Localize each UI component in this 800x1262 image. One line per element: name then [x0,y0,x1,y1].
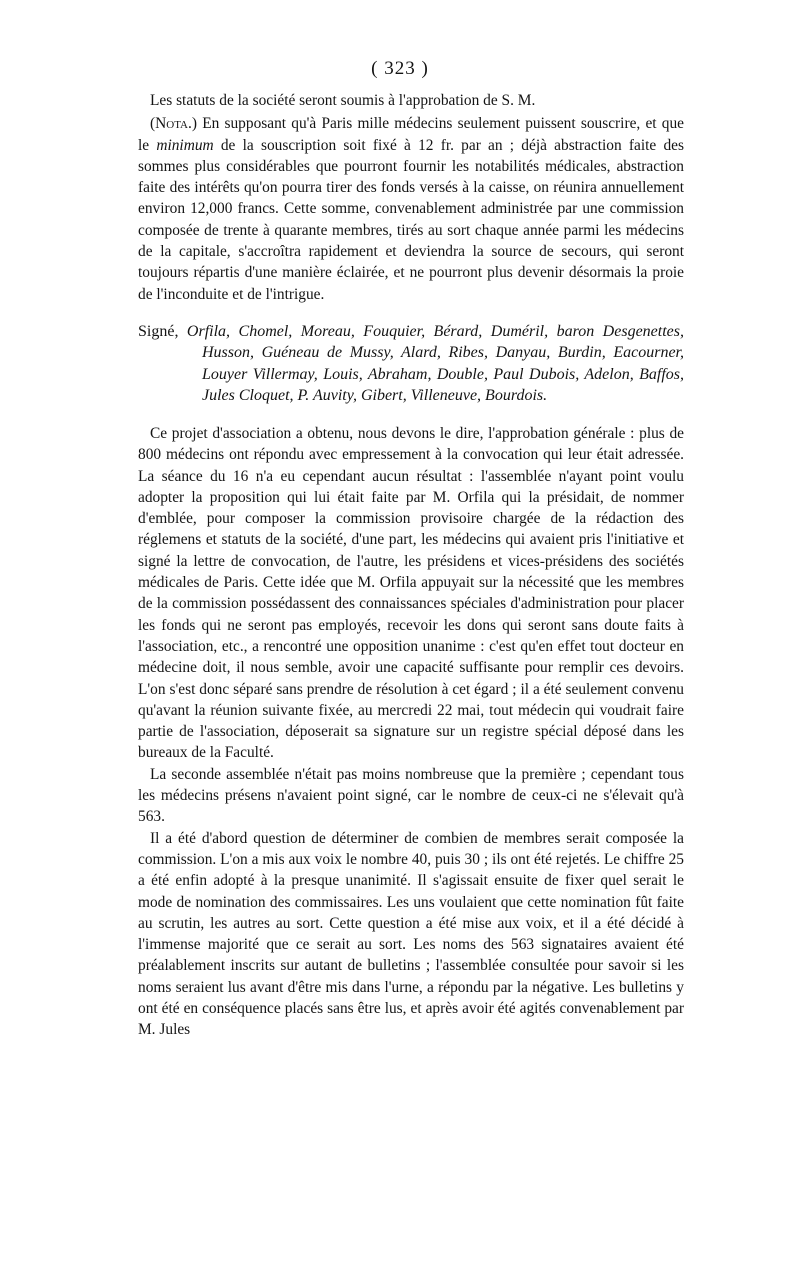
nota-minimum-word: minimum [156,136,214,154]
paragraph-projet: Ce projet d'association a obtenu, nous devons le dire, l'approbation générale : plus de 800 médecins ont répondu avec empressement à la convocation qui leur était adressée. La séance du 16 n'a eu cependant aucun résultat : l'assemblée n'ayant point voulu adopter la proposition qui lui était faite par M. Orfila qui la présidait, de nommer d'emblée, pour composer la commission provisoire chargée de la rédaction des réglemens et statuts de la société, d'une part, les médecins qui avaient pris l'initiative et signé la lettre de convocation, de l'autre, les présidens et vices-présidens des sociétés médicales de Paris. Cette idée que M. Orfila appuyait sur la nécessité que les membres de la commission possédassent des connaissances spéciales d'administration pour placer les fonds qui ne seront pas employés, recevoir les dons qui seront sans doute faits à l'association, etc., a rencontré une opposition unanime : c'est qu'en effet tout docteur en médecine doit, il nous semble, avoir une capacité suffisante pour remplir ces devoirs. L'on s'est donc séparé sans prendre de résolution à cet égard ; il a été seulement convenu qu'avant la réunion suivante fixée, au mercredi 22 mai, tout médecin qui voudrait faire partie de l'association, déposerait sa signature sur un registre spécial déposé dans les bureaux de la Faculté. [138,424,684,762]
nota-text-part-2: de la souscription soit fixé à 12 fr. par an ; déjà abstraction faite des sommes plus considérables que pourront fournir les notabilités médicales, abstraction faite des intérêts qu'on pourra tirer des fonds versés à la caisse, on réunira annuellement environ 12,000 francs. Cette somme, convenablement administrée par une commission composée de trente à quarante membres, tirés au sort chaque année parmi les médecins de la capitale, s'accroîtra rapidement et deviendra la source de secours, qui seront toujours répartis d'une manière éclairée, et ne pourront plus devenir désormais la proie de l'inconduite et de l'intrigue. [138,136,684,303]
page-number: ( 323 ) [371,58,429,79]
paragraph-nota [138,113,684,305]
signatories-block [138,321,684,407]
nota-close-paren: ) [191,115,197,133]
signed-label: Signé, [138,322,187,340]
paragraph-commission: Il a été d'abord question de déterminer de combien de membres serait composée la commission. L'on a mis aux voix le nombre 40, puis 30 ; ils ont été rejetés. Le chiffre 25 a été enfin adopté à la presque unanimité. Il s'agissait ensuite de fixer quel serait le mode de nomination des commissaires. Les uns voulaient que cette nomination fût faite au scrutin, les autres au sort. Cette question a été mise aux voix, et il a été décidé à l'immense majorité que ce serait au sort. Les noms des 563 signataires avaient été préalablement inscrits sur autant de bulletins ; l'assemblée consultée pour savoir si les noms seraient lus avant d'être mis dans l'urne, a répondu par la négative. Les bulletins y ont été en conséquence placés sans être lus, et après avoir été agités convenablement par M. Jules [138,829,684,1039]
nota-open-paren: ( [150,115,156,133]
nota-label: Nota. [155,115,192,133]
body-text [138,90,684,1041]
signatory-names: Orfila, Chomel, Moreau, Fouquier, Bérard, Duméril, baron Desgenettes, Husson, Guéneau de Mussy, Alard, Ribes, Danyau, Burdin, Eacourner, Louyer Villermay, Louis, Abraham, Double, Paul Dubois, Adelon, Baffos, Jules Cloquet, P. Auvity, Gibert, Villeneuve, Bourdois. [186,322,684,405]
nota-text-part-1: En supposant qu'à Paris mille médecins seulement puissent souscrire, et que le [138,115,684,154]
paragraph-seconde-assemblee: La seconde assemblée n'était pas moins nombreuse que la première ; cependant tous les médecins présens n'avaient point signé, car le nombre de ceux-ci ne s'élevait qu'à 563. [138,765,684,826]
paragraph-statuts: Les statuts de la société seront soumis à l'approbation de S. M. [150,92,536,109]
